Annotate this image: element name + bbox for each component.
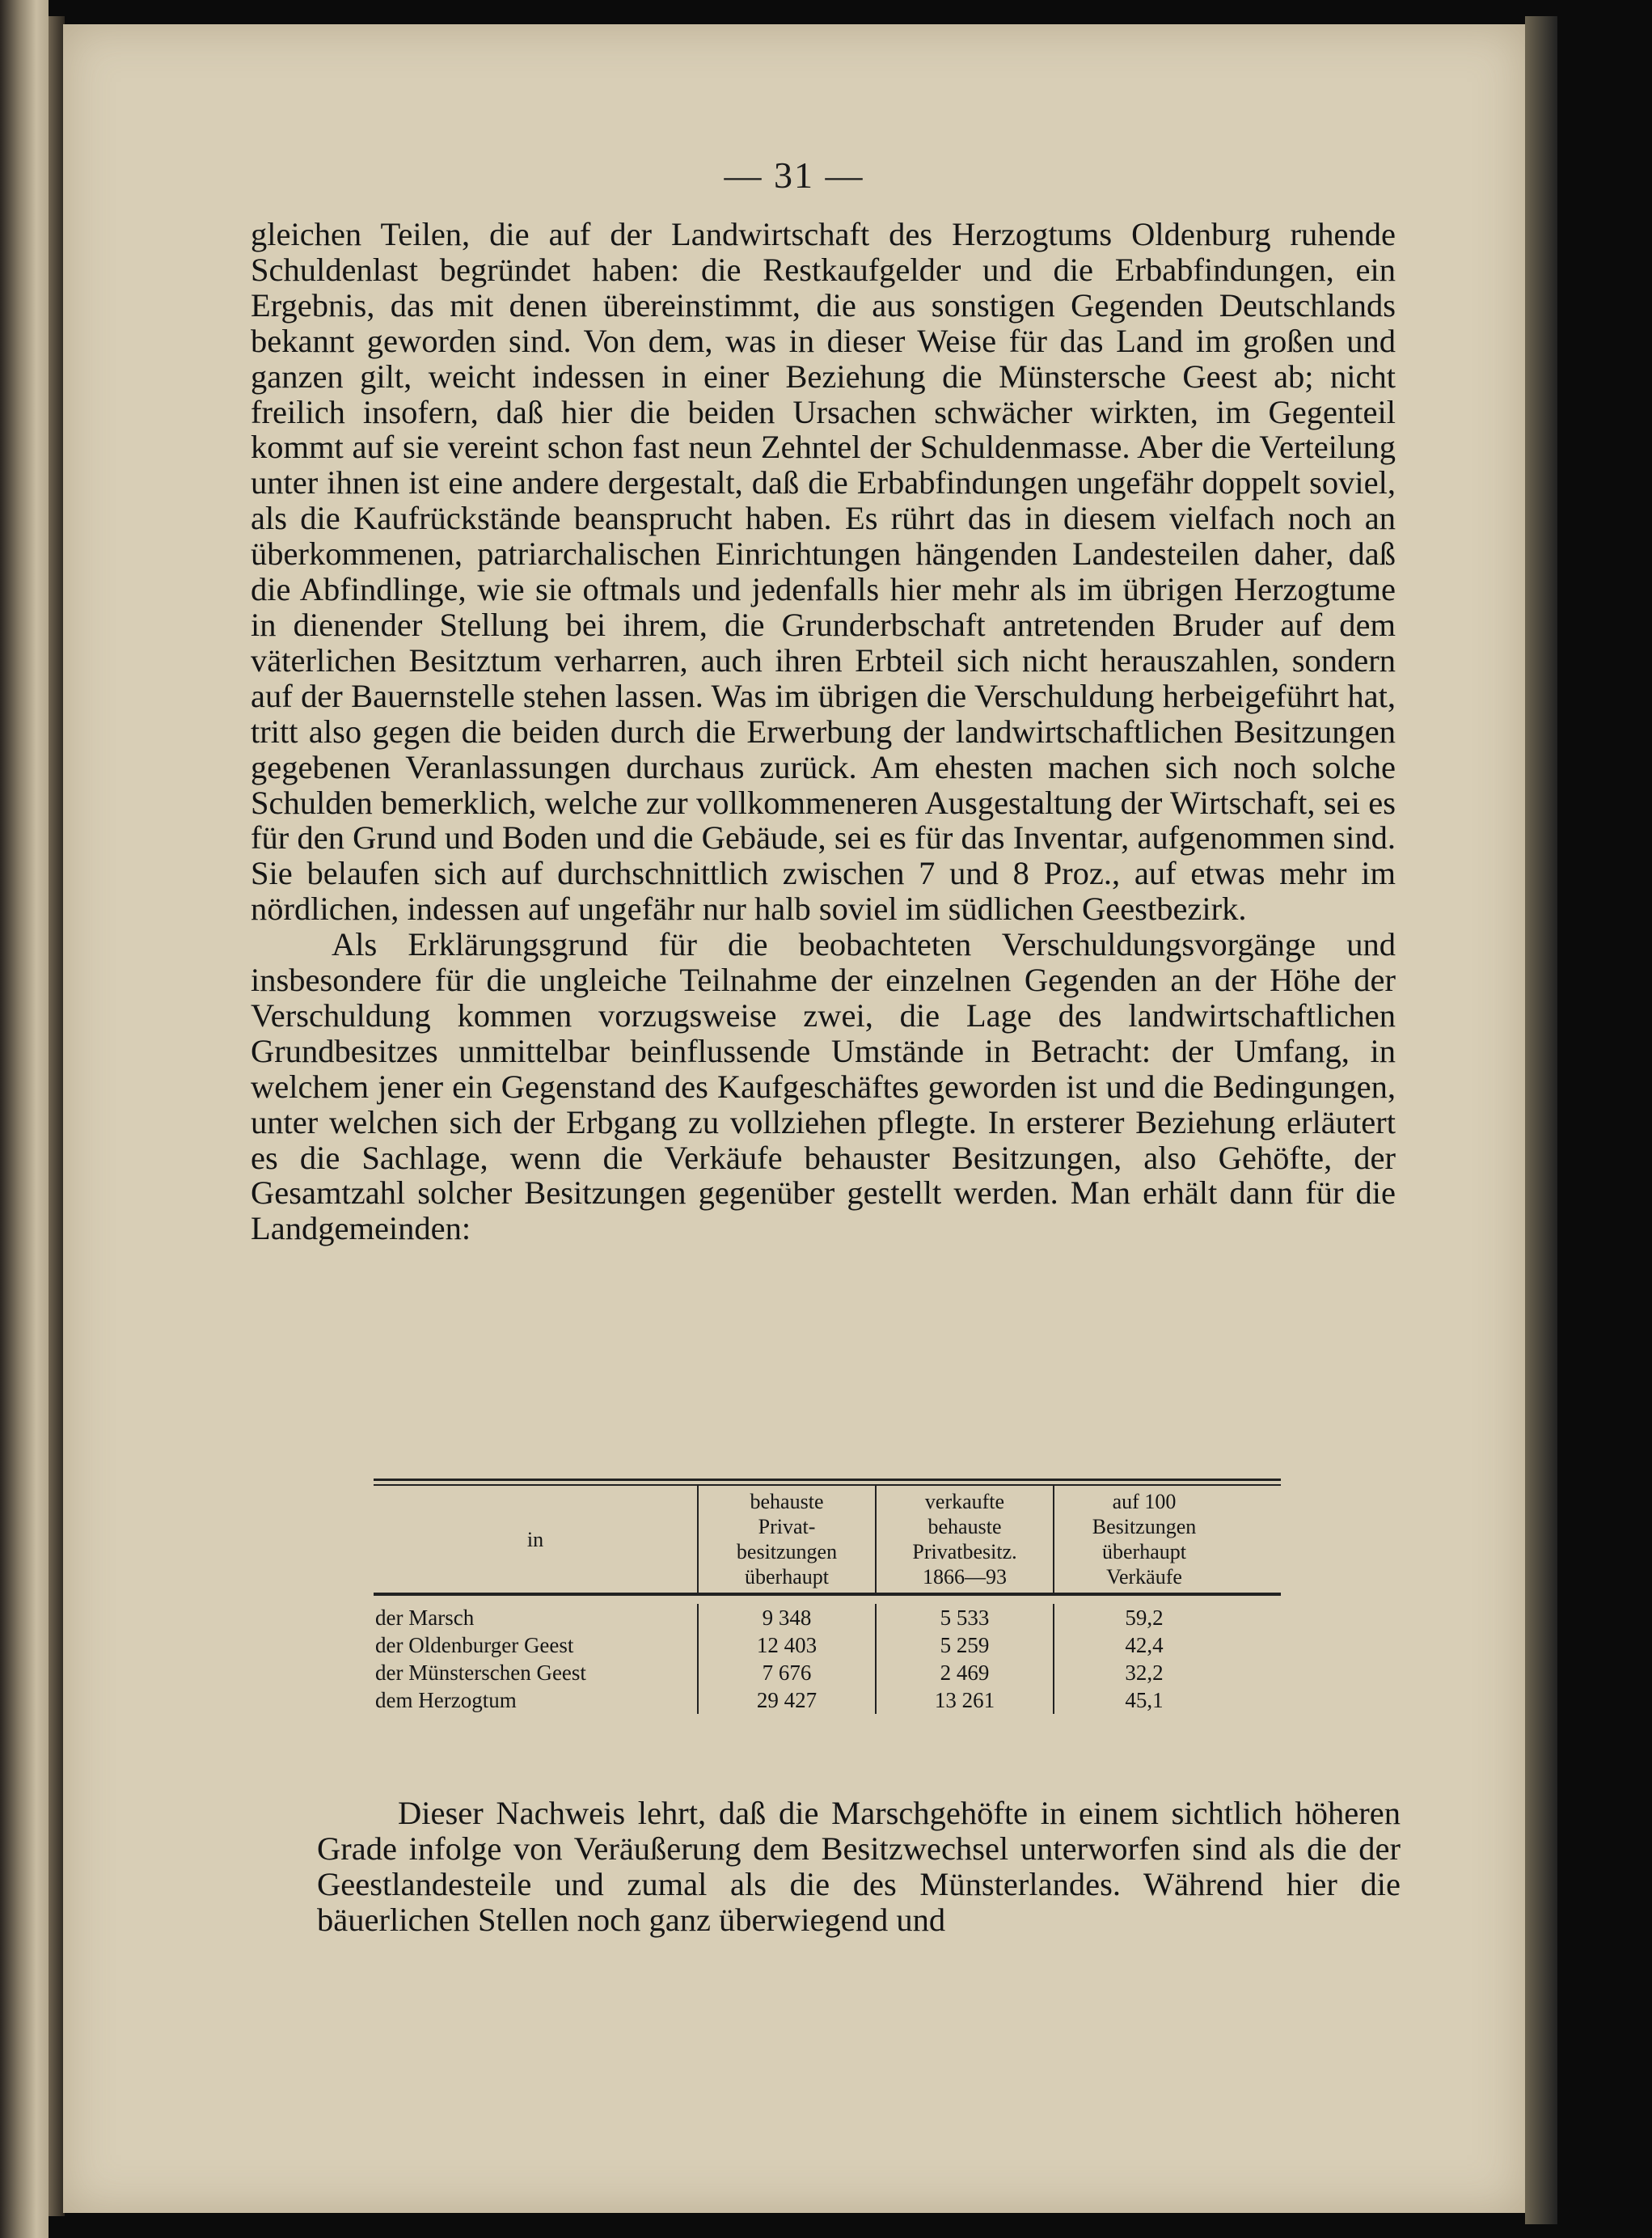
left-page-edge: [0, 0, 49, 2238]
header-line: Besitzungen: [1092, 1515, 1197, 1538]
header-line: überhaupt: [745, 1565, 829, 1589]
header-text: in: [526, 1527, 544, 1551]
cell-behauste: 7 676: [697, 1659, 875, 1686]
row-label: der Oldenburger Geest: [375, 1633, 574, 1657]
header-line: auf 100: [1112, 1490, 1177, 1513]
paragraph-1: gleichen Teilen, die auf der Landwirtschaft des Herzogtums Oldenburg ruhende Schuldenlast begründet haben: die Restkaufgelder und die Erbabfindungen, ein Ergebnis, das mit denen übereinstimmt, die aus sonstigen Gegenden Deutschlands bekannt geworden sind. Von dem, was in dieser Weise für das Land im großen und ganzen gilt, weicht indessen in einer Beziehung die Münstersche Geest ab; nicht freilich insofern, daß hier die beiden Ursachen schwächer wirkten, im Gegenteil kommt auf sie vereint schon fast neun Zehntel der Schuldenmasse. Aber die Verteilung unter ihnen ist eine andere dergestalt, daß die Erbabfindungen ungefähr doppelt soviel, als die Kaufrückstände beansprucht haben. Es rührt das in diesem vielfach noch an überkommenen, patriarchalischen Einrichtungen hängenden Landesteilen daher, daß die Abfindlinge, wie sie oftmals und jedenfalls hier mehr als im übrigen Herzogtume in dienender Stellung bei ihrem, die Grunderbschaft antretenden Bruder auf dem väterlichen Besitztum verharren, auch ihren Erbteil sich nicht herauszahlen, sondern auf der Bauernstelle stehen lassen. Was im übrigen die Verschuldung herbeigeführt hat, tritt also gegen die beiden durch die Erwerbung der landwirtschaftlichen Besitzungen gegebenen Veranlassungen durchaus zurück. Am ehesten machen sich noch solche Schulden bemerklich, welche zur vollkommeneren Ausgestaltung der Wirtschaft, sei es für den Grund und Boden und die Gebäude, sei es für das Inventar, aufgenommen sind. Sie belaufen sich auf durchschnittlich zwischen 7 und 8 Proz., auf etwas mehr im nördlichen, indessen auf ungefähr nur halb soviel im südlichen Geestbezirk.: [251, 216, 1396, 928]
table-body: [374, 1596, 1281, 1714]
cell-verkaufte: 5 533: [875, 1604, 1053, 1631]
paragraph-2: Als Erklärungsgrund für die beobachteten Verschuldungsvorgänge und insbesondere für die ungleiche Teilnahme der einzelnen Gegenden an der Höhe der Verschuldung kommen vorzugsweise zwei, die Lage des landwirtschaftlichen Grundbesitzes unmittelbar beinflussende Umstände in Betracht: der Umfang, in welchem jener ein Gegenstand des Kaufgeschäftes geworden ist und die Bedingungen, unter welchen sich der Erbgang zu vollziehen pflegte. In ersterer Beziehung erläutert es die Sachlage, wenn die Verkäufe behauster Besitzungen, also Gehöfte, der Gesamtzahl solcher Besitzungen gegenüber gestellt werden. Man erhält dann für die Landgemeinden:: [251, 926, 1396, 1247]
cell-verkaufte: 2 469: [875, 1659, 1053, 1686]
header-line: Privatbesitz.: [912, 1540, 1017, 1563]
table-row: [374, 1686, 1281, 1714]
header-col-auf-100: [1053, 1486, 1234, 1593]
header-line: Verkäufe: [1106, 1565, 1182, 1589]
cell-auf-100: 59,2: [1053, 1604, 1234, 1631]
closing-text: [317, 1796, 1401, 1938]
header-line: überhaupt: [1102, 1540, 1186, 1563]
header-line: verkaufte: [924, 1490, 1005, 1513]
header-line: 1866—93: [923, 1565, 1007, 1589]
cell-behauste: 12 403: [697, 1631, 875, 1659]
cell-verkaufte: 5 259: [875, 1631, 1053, 1659]
table-row: [374, 1631, 1281, 1659]
cell-behauste: 9 348: [697, 1604, 875, 1631]
header-line: Privat-: [758, 1515, 816, 1538]
page-number: — 31 —: [724, 154, 864, 196]
book-page: [63, 24, 1525, 2213]
table-row: [374, 1659, 1281, 1686]
cell-auf-100: 32,2: [1053, 1659, 1234, 1686]
body-text: [251, 217, 1396, 1246]
cell-verkaufte: 13 261: [875, 1686, 1053, 1714]
header-line: behauste: [927, 1515, 1002, 1538]
cell-auf-100: 42,4: [1053, 1631, 1234, 1659]
table-row: [374, 1604, 1281, 1631]
header-col-verkaufte: [875, 1486, 1053, 1593]
row-label: dem Herzogtum: [375, 1688, 517, 1712]
table-top-rule: [374, 1479, 1281, 1486]
right-page-edge: [1525, 16, 1557, 2224]
row-label: der Marsch: [375, 1606, 475, 1630]
header-col-in: [374, 1486, 697, 1593]
row-label: der Münsterschen Geest: [375, 1661, 586, 1685]
header-col-behauste: [697, 1486, 875, 1593]
cell-behauste: 29 427: [697, 1686, 875, 1714]
statistics-table: [374, 1479, 1281, 1714]
paragraph-3: Dieser Nachweis lehrt, daß die Marschgehöfte in einem sichtlich höheren Grade infolge von Veräußerung dem Besitzwechsel unterworfen sind als die der Geestlandesteile und zumal als die des Münsterlandes. Während hier die bäuerlichen Stellen noch ganz überwiegend und: [317, 1795, 1401, 1938]
header-line: behauste: [750, 1490, 824, 1513]
cell-auf-100: 45,1: [1053, 1686, 1234, 1714]
book-gutter: [49, 16, 65, 2216]
table-header: [374, 1486, 1281, 1593]
header-line: besitzungen: [736, 1540, 838, 1563]
